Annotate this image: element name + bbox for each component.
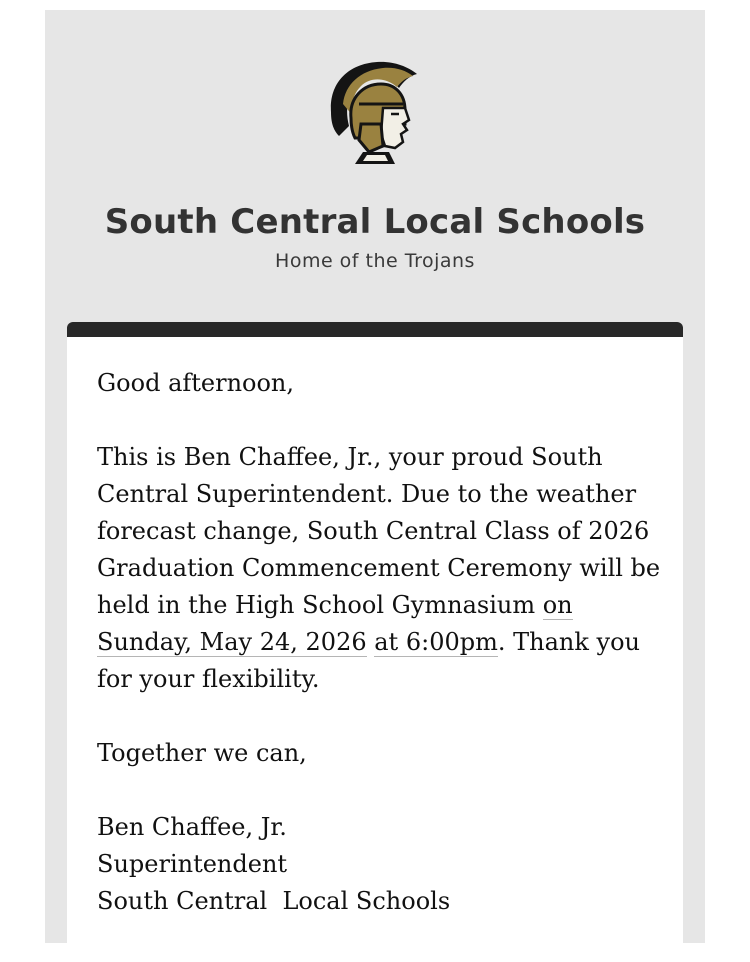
trojan-helmet-icon (325, 54, 421, 170)
signature-name: Ben Chaffee, Jr. (97, 813, 287, 841)
event-time-link[interactable]: at 6:00pm (374, 628, 498, 656)
signature-org: South Central Local Schools (97, 887, 451, 915)
signature-title: Superintendent (97, 850, 288, 878)
message-body (97, 365, 667, 920)
event-date-link[interactable]: on Sunday, May 24, 2026 (97, 591, 573, 656)
message-text-end: . Thank you for your flexibility. (97, 628, 640, 693)
school-tagline: Home of the Trojans (275, 250, 475, 272)
message-paragraph (97, 439, 667, 698)
greeting: Good afternoon, (97, 369, 295, 397)
message-text: This is Ben Chaffee, Jr., your proud South Central Superintendent. Due to the weather forecast change, South Central Class of 2026 Graduation Commencement Ceremony will be held in the High School Gymnasium (97, 443, 661, 619)
closing: Together we can, (97, 739, 307, 767)
school-name: South Central Local Schools (104, 202, 646, 242)
message-card (67, 322, 683, 962)
email-frame (45, 10, 705, 943)
